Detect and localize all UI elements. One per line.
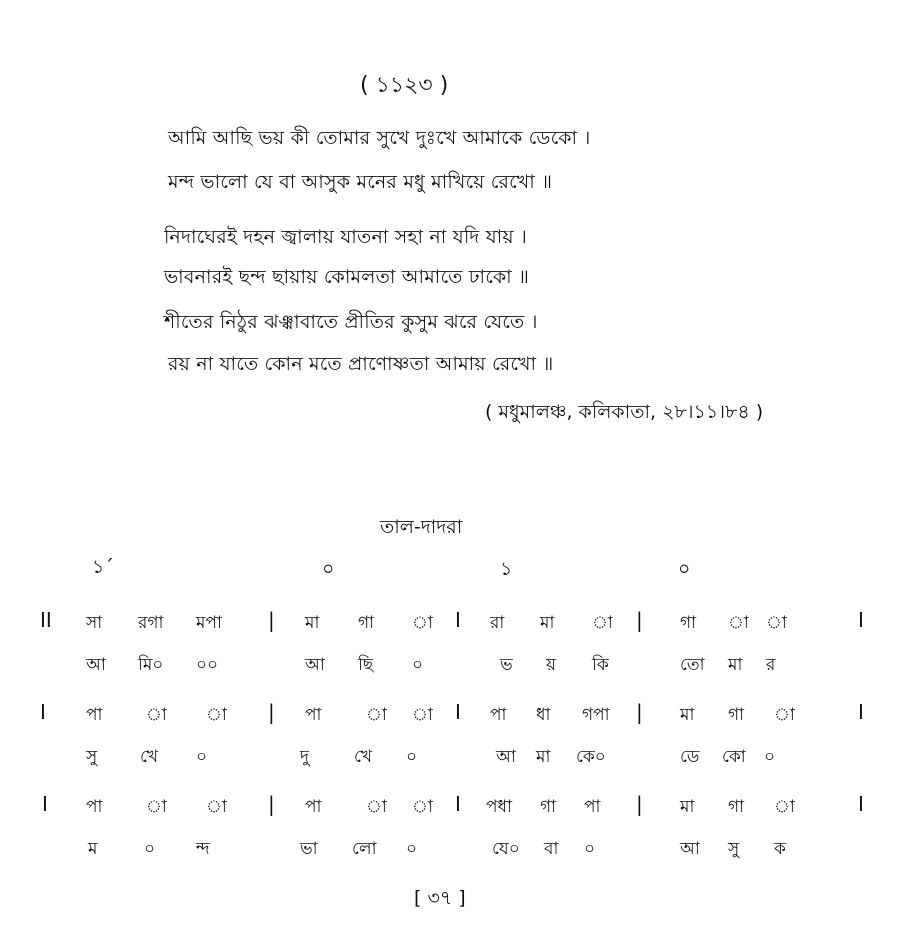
note: া [592,613,613,633]
syllable: যে০ [492,839,520,859]
syllable: র [766,655,776,675]
note: া [774,797,795,817]
note: গপা [582,705,610,725]
note: রা [490,613,505,633]
bar-divider: | [268,608,275,632]
note: া [412,613,433,633]
note: ধা [536,705,551,725]
note: মা [680,705,695,725]
bar-start-row2: I [40,700,46,724]
syllable: সু [728,839,740,859]
lyric-line-6: রয় না যাতে কোন মতে প্রাণোষ্ণতা আমায় রেখো ॥ [168,353,554,375]
bar-divider: | [268,700,275,724]
syllable: বা [544,839,559,859]
note: গা [680,613,697,633]
syllable: ক [774,839,786,859]
syllable: ০ [196,747,208,767]
beat-marker-2: ০ [322,558,335,580]
syllable: ম [88,839,98,859]
source-citation: ( মধুমালঞ্চ, কলিকাতা, ২৮।১১।৮৪ ) [485,401,764,423]
beat-marker-1: ১´ [92,556,114,578]
syllable: ছি [358,655,374,675]
syllable: খে [140,747,159,767]
bar-divider: | [636,608,643,632]
lyric-line-2: মন্দ ভালো যে বা আসুক মনের মধু মাখিয়ে রেখো ॥ [168,171,553,193]
note: সা [86,613,103,633]
syllable: সু [86,747,98,767]
lyric-line-1: আমি আছি ভয় কী তোমার সুখে দুঃখে আমাকে ডেকো । [168,127,591,149]
lyric-line-5: শীতের নিঠুর ঝঞ্ঝাবাতে প্রীতির কুসুম ঝরে যেতে । [164,311,538,333]
syllable: ০ [406,839,418,859]
syllable: ০ [764,747,776,767]
note: া [728,613,749,633]
note: মপা [196,613,222,633]
taal-name: তাল-দাদরা [380,516,463,538]
note: পা [86,705,103,725]
bar-end-row1: I [858,608,864,632]
note: পা [305,797,322,817]
note: া [366,705,387,725]
syllable: মা [536,747,551,767]
syllable: ভ [500,655,513,675]
note: া [146,705,167,725]
note: মা [305,613,320,633]
bar-divider: | [636,792,643,816]
lyric-line-3: নিদাঘেরই দহন জ্বালায় যাতনা সহা না যদি যায় । [164,226,527,248]
syllable: আ [86,655,106,675]
syllable: লো [352,839,377,859]
syllable: ০ [412,655,424,675]
bar-start-row1: II [40,608,52,632]
syllable: ০ [584,839,596,859]
note: া [206,797,227,817]
bar-major: I [455,608,461,632]
beat-marker-4: ০ [678,558,691,580]
syllable: মা [728,655,743,675]
syllable: ০ [144,839,156,859]
bar-end-row3: I [858,792,864,816]
syllable: দু [300,747,309,767]
note: রগা [138,613,164,633]
bar-major: I [455,700,461,724]
beat-marker-3: ১ [500,558,513,580]
bar-start-row3: I [42,792,48,816]
song-number: ( ১১২৩ ) [360,73,449,98]
syllable: ন্দ [196,839,210,859]
note: া [766,613,787,633]
page-number: [ ৩৭ ] [414,887,466,909]
note: া [412,705,433,725]
bar-end-row2: I [858,700,864,724]
syllable: ভা [300,839,318,859]
note: পা [584,797,601,817]
syllable: কো [722,747,746,767]
syllable: কি [592,655,609,675]
note: া [774,705,795,725]
syllable: তো [680,655,705,675]
note: া [412,797,433,817]
note: পা [490,705,507,725]
syllable: আ [305,655,325,675]
syllable: ০০ [196,655,219,675]
bar-divider: | [268,792,275,816]
bar-divider: | [636,700,643,724]
note: া [146,797,167,817]
note: গা [358,613,375,633]
note: গা [540,797,557,817]
syllable: ০ [406,747,418,767]
bar-major: I [455,792,461,816]
note: পধা [486,797,512,817]
syllable: আ [496,747,516,767]
note: া [206,705,227,725]
syllable: কে০ [576,747,606,767]
note: মা [540,613,555,633]
note: গা [728,705,745,725]
syllable: মি০ [138,655,164,675]
syllable: য় [546,655,557,675]
note: গা [728,797,745,817]
lyric-line-4: ভাবনারই ছন্দ ছায়ায় কোমলতা আমাতে ঢাকো ॥ [164,266,530,288]
syllable: খে [354,747,373,767]
syllable: আ [680,839,700,859]
note: মা [680,797,695,817]
note: পা [86,797,103,817]
note: পা [305,705,322,725]
syllable: ডে [680,747,700,767]
note: া [366,797,387,817]
